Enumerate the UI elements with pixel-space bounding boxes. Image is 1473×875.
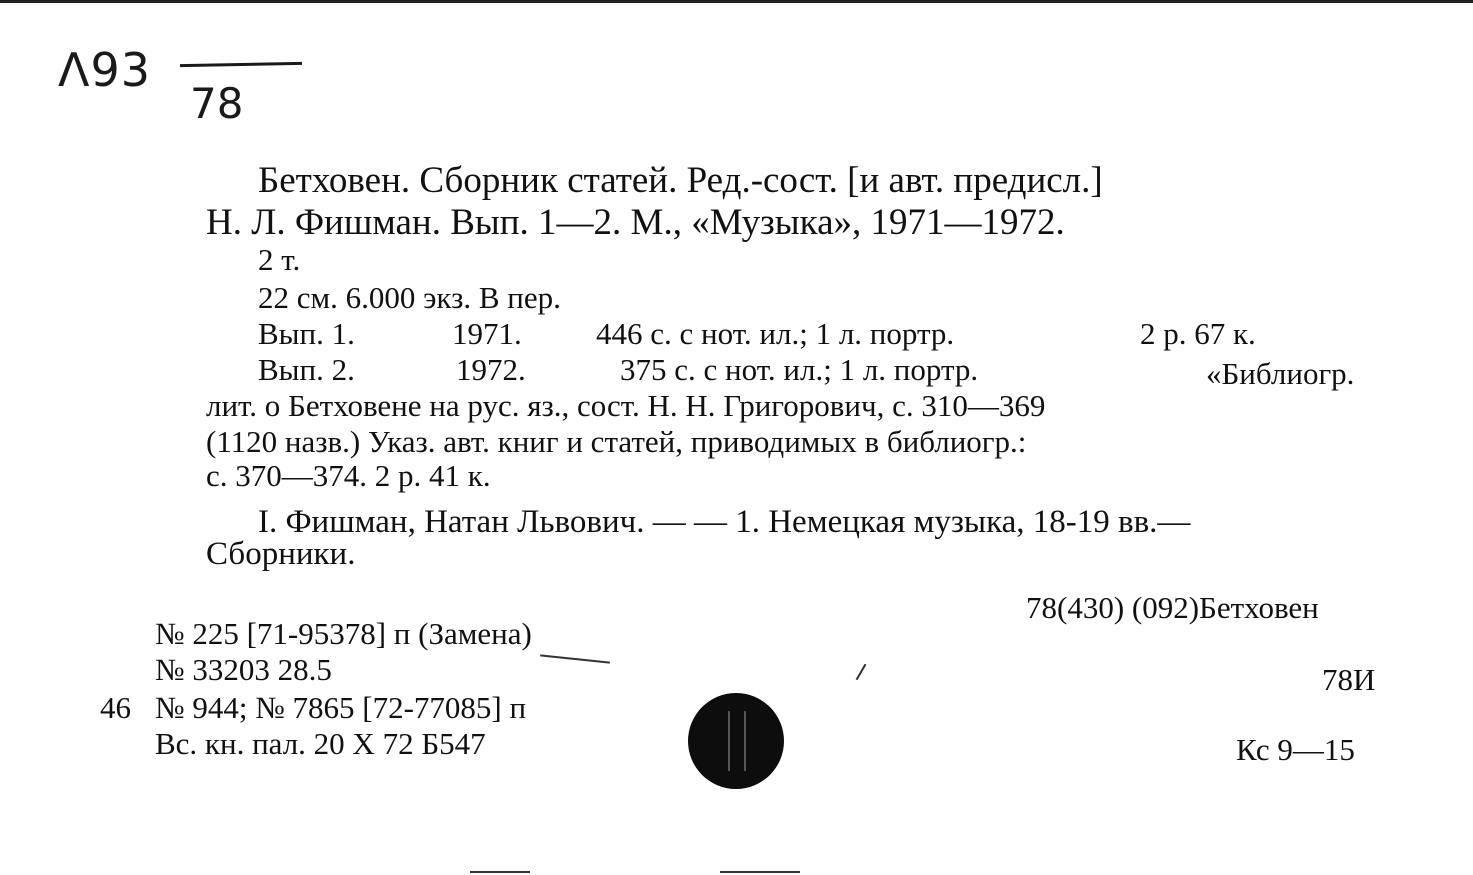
record-line-3: № 944; № 7865 [72-77085] п	[155, 690, 527, 725]
vol1-pages: 446 с. с нот. ил.; 1 л. портр.	[596, 316, 955, 351]
handwritten-shelfmark: Λ93	[58, 43, 152, 97]
handwritten-fraction: 78	[190, 79, 244, 128]
vol1-price: 2 р. 67 к.	[1140, 316, 1256, 351]
classification-code: 78(430) (092)Бетховен	[1026, 590, 1319, 625]
record-line-1: № 225 [71-95378] п (Замена)	[155, 616, 532, 651]
entry-heading-line-1: Бетховен. Сборник статей. Ред.-сост. [и авт. предисл.]	[258, 160, 1103, 201]
vol1-label: Вып. 1.	[258, 316, 355, 351]
vol2-pages: 375 с. с нот. ил.; 1 л. портр.	[620, 352, 979, 387]
vol1-year: 1971.	[452, 316, 522, 351]
tracings-line-1: I. Фишман, Натан Львович. — — 1. Немецкая музыка, 18-19 вв.—	[258, 504, 1191, 540]
bottom-edge-mark-2	[720, 871, 800, 873]
vol2-year: 1972.	[456, 352, 526, 387]
card-code: Кс 9—15	[1236, 732, 1355, 767]
physical-description: 22 см. 6.000 экз. В пер.	[258, 280, 561, 315]
bibliography-note-line-1: лит. о Бетховене на рус. яз., сост. Н. Н. Григорович, с. 310—369	[206, 388, 1046, 423]
record-prefix: 46	[100, 690, 131, 725]
pen-stroke	[540, 654, 610, 663]
author-mark: 78И	[1322, 662, 1376, 697]
handwritten-fraction-line	[180, 62, 302, 67]
vol2-label: Вып. 2.	[258, 352, 355, 387]
punch-hole-mark	[728, 711, 746, 771]
bibliography-note-line-3: с. 370—374. 2 р. 41 к.	[206, 458, 491, 493]
scan-speck	[856, 664, 867, 681]
record-line-2: № 33203 28.5	[155, 652, 332, 687]
entry-heading-line-2: Н. Л. Фишман. Вып. 1—2. М., «Музыка», 1971—1972.	[206, 202, 1065, 243]
bottom-edge-mark	[470, 871, 530, 873]
tracings-line-2: Сборники.	[206, 536, 356, 572]
bibliography-note-line-2: (1120 назв.) Указ. авт. книг и статей, приводимых в библиогр.:	[206, 424, 1027, 459]
record-line-4: Вс. кн. пал. 20 X 72 Б547	[155, 726, 486, 761]
bibliography-note-start: «Библиогр.	[1206, 356, 1355, 391]
volumes-count: 2 т.	[258, 242, 301, 277]
